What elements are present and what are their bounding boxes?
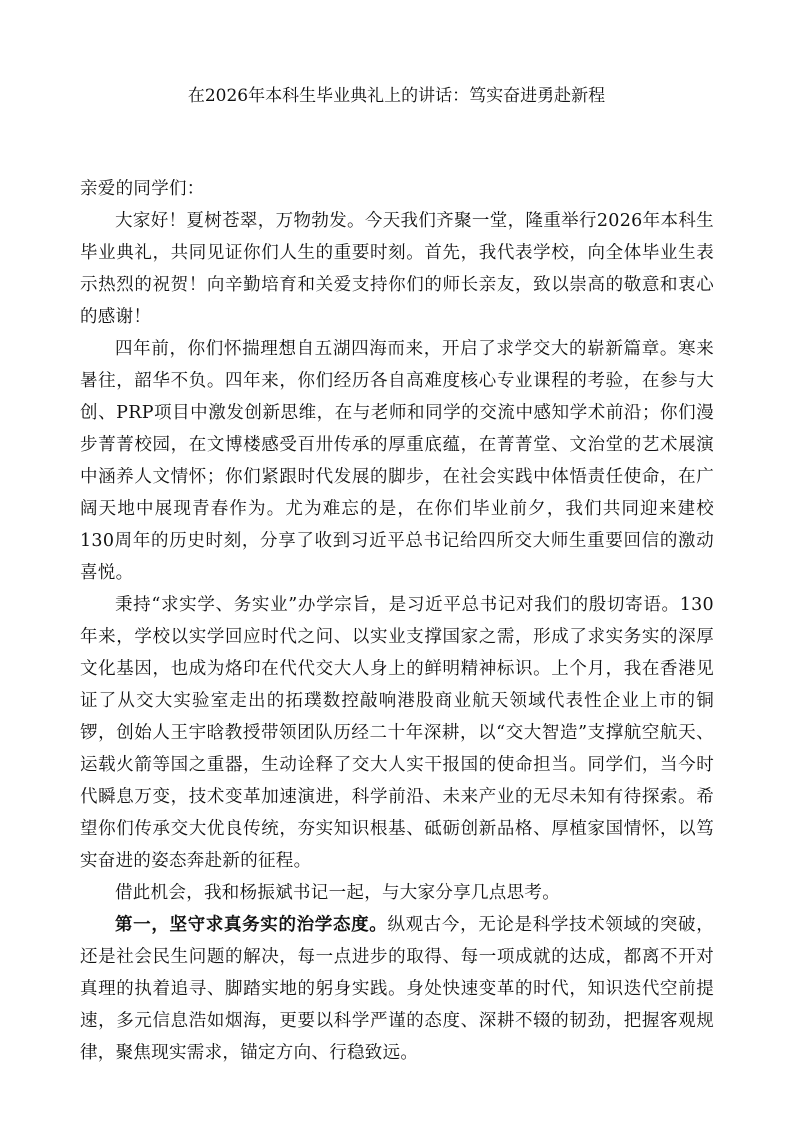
document-body [80,173,714,1069]
paragraph-four-years: 四年前，你们怀揣理想自五湖四海而来，开启了求学交大的崭新篇章。寒来暑往，韶华不负。四年来，你们经历各自高难度核心专业课程的考验，在参与大创、PRP项目中激发创新思维，在与老师和同学的交流中感知学术前沿；你们漫步菁菁校园，在文博楼感受百卅传承的厚重底蕴，在菁菁堂、文治堂的艺术展演中涵养人文情怀；你们紧跟时代发展的脚步，在社会实践中体悟责任使命，在广阔天地中展现青春作为。尤为难忘的是，在你们毕业前夕，我们共同迎来建校130周年的历史时刻，分享了收到习近平总书记给四所交大师生重要回信的激动喜悦。 [80,339,714,583]
paragraph-motto: 秉持“求实学、务实业”办学宗旨，是习近平总书记对我们的殷切寄语。130年来，学校以实学回应时代之问、以实业支撑国家之需，形成了求实务实的深厚文化基因，也成为烙印在代代交大人身上的鲜明精神标识。上个月，我在香港见证了从交大实验室走出的拓璞数控敲响港股商业航天领域代表性企业上市的铜锣，创始人王宇晗教授带领团队历经二十年深耕，以“交大智造”支撑航空航天、运载火箭等国之重器，生动诠释了交大人实干报国的使命担当。同学们，当今时代瞬息万变，技术变革加速演进，科学前沿、未来产业的无尽未知有待探索。希望你们传承交大优良传统，夯实知识根基、砥砺创新品格、厚植家国情怀，以笃实奋进的姿态奔赴新的征程。 [80,595,714,871]
point-one-text: 纵观古今，无论是科学技术领域的突破，还是社会民生问题的解决，每一点进步的取得、每一项成就的达成，都离不开对真理的执着追寻、脚踏实地的躬身实践。身处快速变革的时代，知识迭代空前提速，多元信息浩如烟海，更要以科学严谨的态度、深耕不辍的韧劲，把握客观规律，聚焦现实需求，锚定方向、行稳致远。 [80,915,714,1063]
paragraph-opening: 大家好！夏树苍翠，万物勃发。今天我们齐聚一堂，隆重举行2026年本科生毕业典礼，共同见证你们人生的重要时刻。首先，我代表学校，向全体毕业生表示热烈的祝贺！向辛勤培育和关爱支持你们的师长亲友，致以崇高的敬意和衷心的感谢！ [80,211,714,327]
greeting: 亲爱的同学们： [80,179,205,199]
document-title: 在2026年本科生毕业典礼上的讲话：笃实奋进勇赴新程 [187,86,606,106]
paragraph-transition: 借此机会，我和杨振斌书记一起，与大家分享几点思考。 [115,883,560,903]
paragraph-point-one [80,909,714,1069]
point-one-heading: 第一，坚守求真务实的治学态度。 [115,915,388,935]
